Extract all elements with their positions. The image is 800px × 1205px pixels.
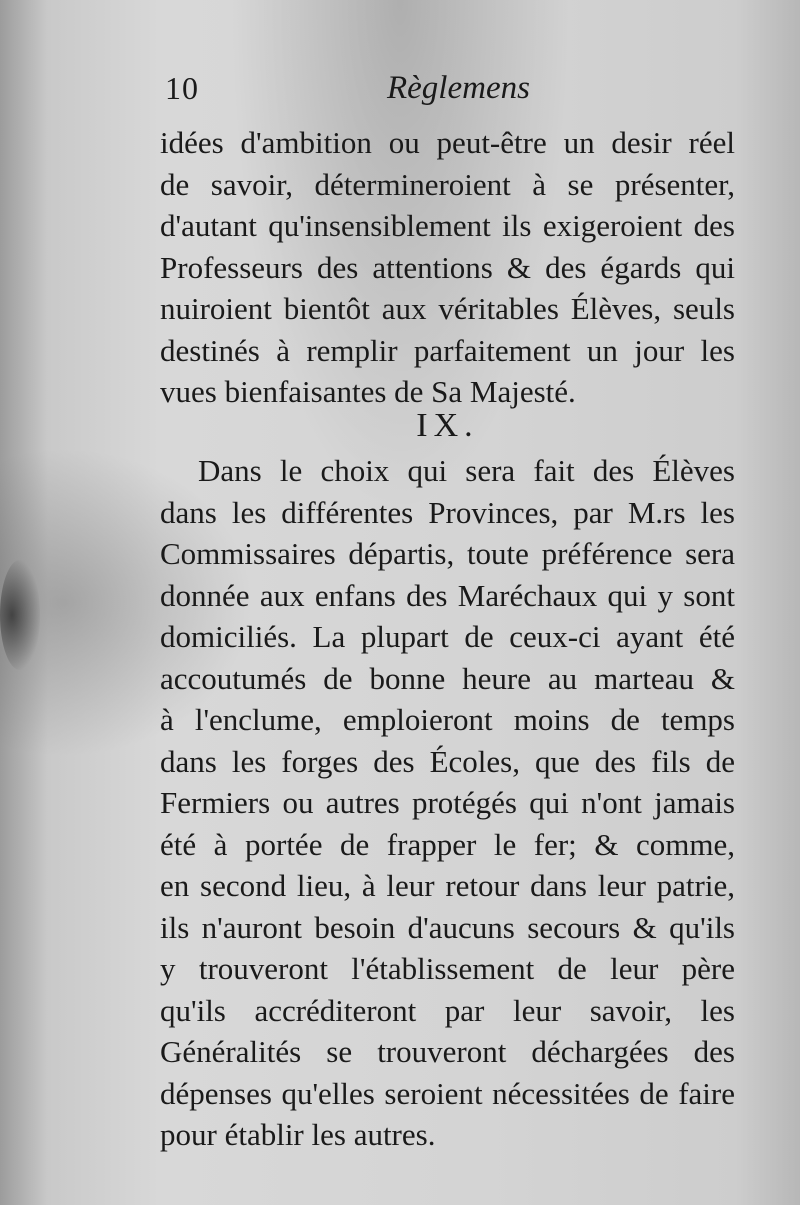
- section-heading: IX.: [416, 407, 479, 444]
- page-header: [165, 70, 725, 110]
- text-line: dépenses qu'elles seroient nécessitées de faire: [160, 1075, 735, 1111]
- text-line: Fermiers ou autres protégés qui n'ont jamais: [160, 785, 735, 820]
- text-line: domiciliés. La plupart de ceux-ci ayant été: [160, 619, 735, 654]
- text-line: Professeurs des attentions & des égards qui: [160, 249, 735, 285]
- text-line: idées d'ambition ou peut-être un desir réel: [160, 125, 735, 160]
- text-line: nuiroient bientôt aux véritables Élèves, seuls: [160, 291, 735, 326]
- text-line: d'autant qu'insensiblement ils exigeroient des: [160, 208, 735, 243]
- running-head: Règlemens: [387, 70, 530, 106]
- text-line: ils n'auront besoin d'aucuns secours & qu'ils: [160, 909, 735, 945]
- text-line: vues bienfaisantes de Sa Majesté.: [160, 374, 576, 409]
- text-line: destinés à remplir parfaitement un jour les: [160, 332, 735, 368]
- text-line: en second lieu, à leur retour dans leur patrie,: [160, 868, 735, 903]
- text-line: de savoir, détermineroient à se présenter,: [160, 166, 735, 202]
- text-line: Dans le choix qui sera fait des Élèves: [198, 453, 735, 488]
- text-line: dans les différentes Provinces, par M.rs les: [160, 494, 735, 530]
- text-line: dans les forges des Écoles, que des fils de: [160, 743, 735, 779]
- text-line: pour établir les autres.: [160, 1117, 436, 1152]
- paragraph-one: [160, 122, 735, 413]
- page-number: 10: [165, 70, 199, 106]
- text-line: qu'ils accréditeront par leur savoir, les: [160, 992, 735, 1028]
- text-line: y trouveront l'établissement de leur père: [160, 951, 735, 986]
- text-line: à l'enclume, emploieront moins de temps: [160, 702, 735, 737]
- text-line: Commissaires départis, toute préférence sera: [160, 536, 735, 571]
- page-stain: [0, 560, 40, 670]
- paragraph-two: [160, 450, 735, 1156]
- text-line: Généralités se trouveront déchargées des: [160, 1034, 735, 1069]
- text-line: accoutumés de bonne heure au marteau &: [160, 660, 735, 696]
- text-line: été à portée de frapper le fer; & comme,: [160, 826, 735, 862]
- text-line: donnée aux enfans des Maréchaux qui y sont: [160, 577, 735, 613]
